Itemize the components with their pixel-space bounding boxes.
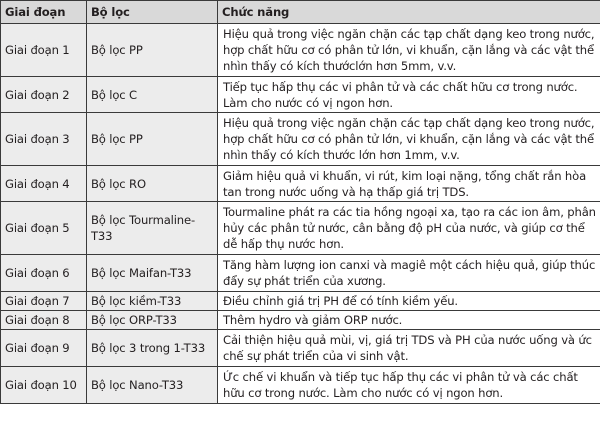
stage-cell: Giai đoạn 9 [1,330,87,367]
stage-cell: Giai đoạn 8 [1,311,87,330]
function-cell: Tăng hàm lượng ion canxi và magiê một cách hiệu quả, giúp thúc đẩy sự phát triển của xương. [218,255,600,292]
table-row [1,77,600,113]
header-stage: Giai đoạn [1,1,87,24]
filter-cell: Bộ lọc ORP-T33 [87,311,218,330]
table-row [1,24,600,77]
stage-cell: Giai đoạn 4 [1,166,87,202]
stage-cell: Giai đoạn 2 [1,77,87,113]
function-cell: Hiệu quả trong việc ngăn chặn các tạp chất dạng keo trong nước, hợp chất hữu cơ có phân tử lớn, vi khuẩn, cặn lắng và các vật thể nhìn thấy có kích thước lớn hơn 1mm, v.v. [218,113,600,166]
table-row [1,367,600,404]
table-row [1,330,600,367]
table-header [1,1,600,24]
function-cell: Giảm hiệu quả vi khuẩn, vi rút, kim loại nặng, tổng chất rắn hòa tan trong nước uống và hạ thấp giá trị TDS. [218,166,600,202]
filter-cell: Bộ lọc RO [87,166,218,202]
table-row [1,113,600,166]
stage-cell: Giai đoạn 3 [1,113,87,166]
filter-cell: Bộ lọc 3 trong 1-T33 [87,330,218,367]
stage-cell: Giai đoạn 1 [1,24,87,77]
filter-cell: Bộ lọc PP [87,24,218,77]
filter-cell: Bộ lọc kiềm-T33 [87,292,218,311]
stage-cell: Giai đoạn 6 [1,255,87,292]
table-row [1,292,600,311]
function-cell: Thêm hydro và giảm ORP nước. [218,311,600,330]
filter-cell: Bộ lọc Maifan-T33 [87,255,218,292]
filter-cell: Bộ lọc PP [87,113,218,166]
function-cell: Tourmaline phát ra các tia hồng ngoại xa, tạo ra các ion âm, phân hủy các phân tử nước, cân bằng độ pH của nước, và giúp cơ thể dễ hấp thụ nước hơn. [218,202,600,255]
function-cell: Điều chỉnh giá trị PH để có tính kiềm yếu. [218,292,600,311]
function-cell: Hiệu quả trong việc ngăn chặn các tạp chất dạng keo trong nước, hợp chất hữu cơ có phân tử lớn, vi khuẩn, cặn lắng và các vật thể nhìn thấy có kích thướclớn hơn 5mm, v.v. [218,24,600,77]
function-cell: Cải thiện hiệu quả mùi, vị, giá trị TDS và PH của nước uống và ức chế sự phát triển của vi sinh vật. [218,330,600,367]
stage-cell: Giai đoạn 5 [1,202,87,255]
function-cell: Tiếp tục hấp thụ các vi phân tử và các chất hữu cơ trong nước. Làm cho nước có vị ngon hơn. [218,77,600,113]
stage-cell: Giai đoạn 7 [1,292,87,311]
header-row [1,1,600,24]
table-row [1,166,600,202]
header-filter: Bộ lọc [87,1,218,24]
filter-cell: Bộ lọc C [87,77,218,113]
stage-cell: Giai đoạn 10 [1,367,87,404]
header-function: Chức năng [218,1,600,24]
table-row [1,311,600,330]
table-body [1,24,600,404]
table-row [1,255,600,292]
filter-cell: Bộ lọc Nano-T33 [87,367,218,404]
table-row [1,202,600,255]
function-cell: Ức chế vi khuẩn và tiếp tục hấp thụ các vi phân tử và các chất hữu cơ trong nước. Làm cho nước có vị ngon hơn. [218,367,600,404]
filter-cell: Bộ lọc Tourmaline-T33 [87,202,218,255]
